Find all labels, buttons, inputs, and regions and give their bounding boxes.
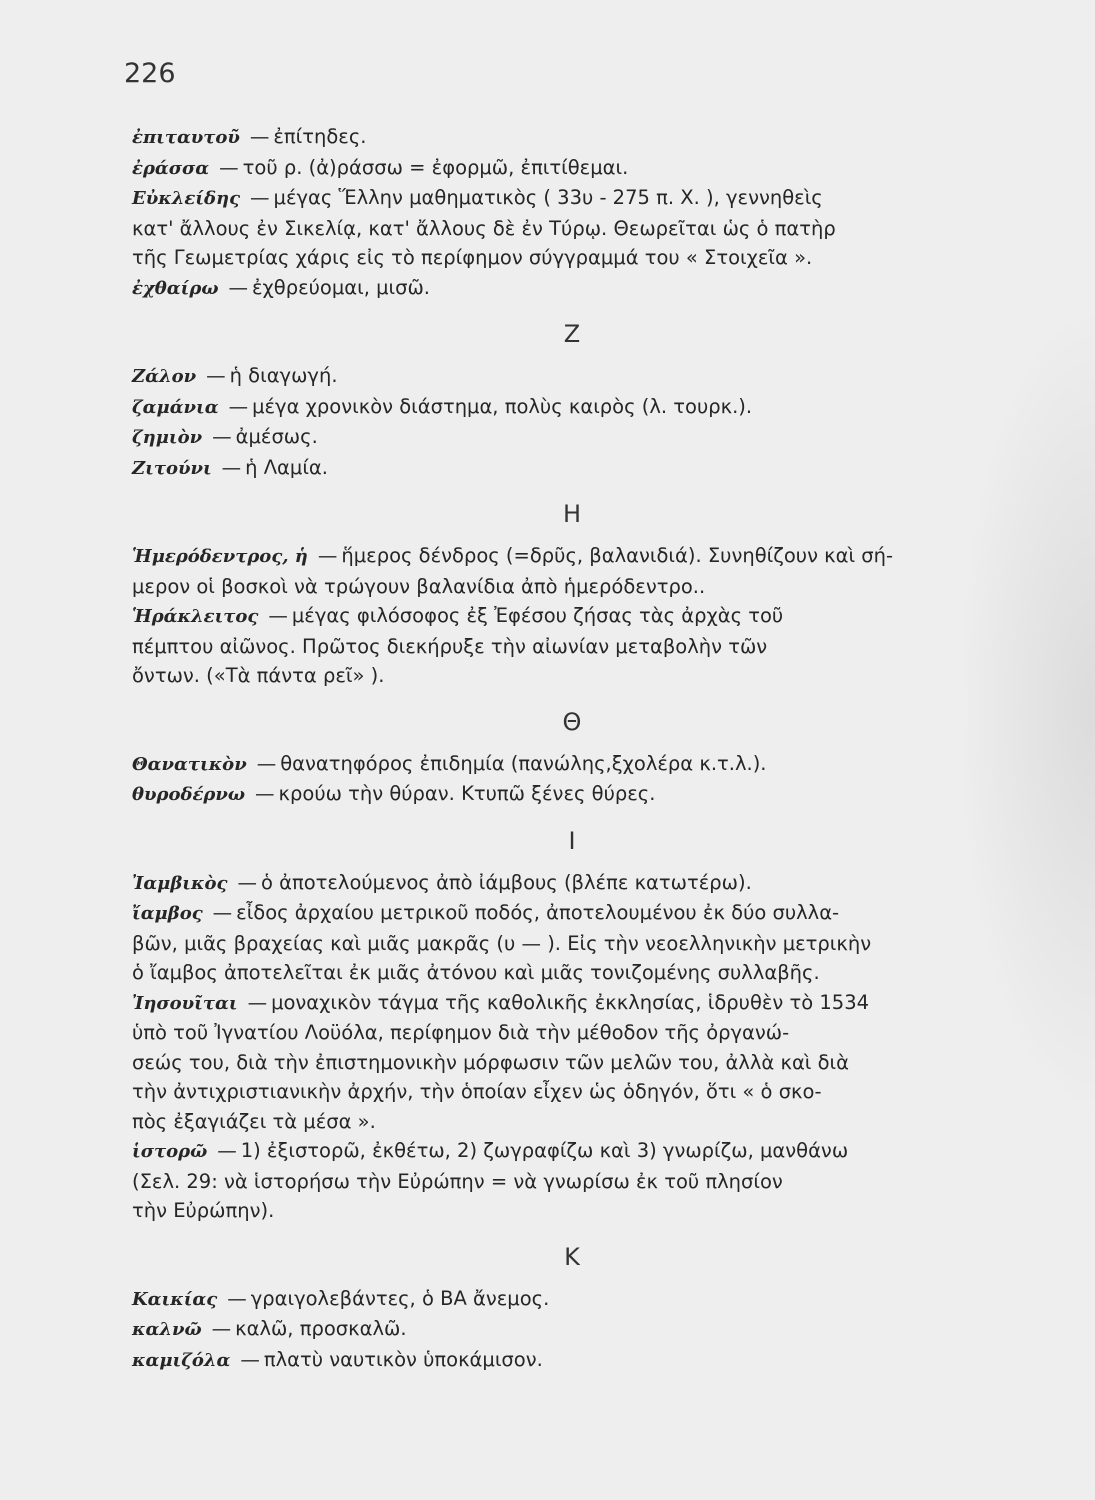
entry-definition: μέγα χρονικὸν διάστημα, πολὺς καιρὸς (λ. τουρκ.). [252,394,753,418]
entry-definition: εἶδος ἀρχαίου μετρικοῦ ποδός, ἀποτελουμένου ἐκ δύο συλλα- [236,901,840,924]
entry-dash: — [249,125,270,148]
glossary-content [132,122,1012,1375]
entry-dash: — [237,870,257,894]
entry-term: ἴαμβος [132,903,203,924]
entry-dash: — [221,455,242,479]
entry-definition: μέγας φιλόσοφος ἐξ Ἐφέσου ζήσας τὰς ἀρχὰς τοῦ [291,604,784,627]
entry-term: ζαμάνια [132,396,219,418]
glossary-entry [132,749,1012,780]
entry-definition: τοῦ ρ. (ἀ)ράσσω = ἐφορμῶ, ἐπιτίθεμαι. [242,155,629,179]
glossary-entry [132,779,1012,810]
entry-definition: ὁ ἀποτελούμενος ἀπὸ ἰάμβους (βλέπε κατωτέρω). [260,870,752,894]
entry-dash: — [268,604,288,627]
entry-definition: θανατηφόρος ἐπιδημία (πανώλης,ξχολέρα κ.τ.λ.). [280,751,767,775]
entry-continuation: ὄντων. («Τὰ πάντα ρεῖ» ). [132,664,385,687]
glossary-entry [132,601,1012,632]
entry-term: Ἡμερόδεντρος, ἡ [132,546,308,567]
glossary-entry [132,868,1012,899]
section-letter: K [564,1242,580,1271]
entry-term: ἱστορῶ [132,1141,208,1162]
entry-term: ἐχθαίρω [132,277,219,299]
entry-definition: γραιγολεβάντες, ὁ ΒΑ ἄνεμος. [250,1286,550,1310]
entry-continuation: σεώς του, διὰ τὴν ἐπιστημονικὴν μόρφωσιν τῶν μελῶν του, ἀλλὰ καὶ διὰ [132,1050,849,1074]
entry-continuation: κατ' ἄλλους ἐν Σικελίᾳ, κατ' ἄλλους δὲ ἐν Τύρῳ. Θεωρεῖται ὡς ὁ πατὴρ [132,216,836,240]
entry-dash: — [228,394,249,418]
glossary-entry [132,1345,1012,1376]
entry-term: Ἡράκλειτος [132,606,259,627]
entry-continuation: τὴν Εὐρώπην). [132,1199,275,1222]
entry-term: Ζιτούνι [132,457,212,479]
entry-dash: — [250,186,270,209]
entry-term: Ἰησουῖται [132,992,238,1014]
glossary-entry [132,898,1012,929]
entry-continuation: πέμπτου αἰῶνος. Πρῶτος διεκήρυξε τὴν αἰωνίαν μεταβολὴν τῶν [132,634,768,658]
entry-dash: — [317,544,338,567]
entry-term: Θανατικὸν [132,753,247,775]
entry-dash: — [219,155,239,179]
entry-continuation: πὸς ἐξαγιάζει τὰ μέσα ». [132,1109,376,1133]
section-letter: H [562,500,582,528]
entry-dash: — [211,1317,232,1340]
section-letter: I [568,826,576,855]
entry-dash: — [240,1347,260,1371]
glossary-entry [132,273,1012,304]
entry-term: Ζάλον [132,366,197,387]
entry-definition: ἡ Λαμία. [245,455,328,479]
glossary-entry [132,392,1012,423]
page-number: 226 [124,58,176,89]
entry-term: Καικίας [132,1288,218,1310]
entry-dash: — [212,901,233,924]
entry-definition: καλῶ, προσκαλῶ. [235,1317,407,1340]
glossary-entry [132,1284,1012,1315]
entry-dash: — [256,751,277,775]
glossary-entry [132,122,1012,153]
entry-continuation: τῆς Γεωμετρίας χάρις εἰς τὸ περίφημον σύγγραμμά του « Στοιχεῖα ». [132,246,813,269]
entry-dash: — [217,1139,237,1162]
glossary-entry [132,1136,1012,1167]
entry-definition: ἐχθρεύομαι, μισῶ. [251,275,430,299]
entry-dash: — [206,364,226,387]
entry-term: Εὐκλείδης [132,188,241,209]
entry-term: καλνῶ [132,1319,202,1340]
entry-dash: — [255,782,275,805]
glossary-entry [132,183,1012,214]
entry-term: ἐπιταυτοῦ [132,127,240,148]
glossary-entry [132,988,1012,1019]
glossary-entry [132,153,1012,184]
entry-definition: μέγας Ἕλλην μαθηματικὸς ( 33υ - 275 π. Χ. ), γεννηθεὶς [273,186,823,209]
glossary-entry [132,541,1012,572]
entry-dash: — [212,425,232,448]
glossary-entry [132,361,1012,392]
entry-term: Ἰαμβικὸς [132,872,228,894]
glossary-entry [132,1314,1012,1345]
entry-definition: μοναχικὸν τάγμα τῆς καθολικῆς ἐκκλησίας, ἱδρυθὲν τὸ 1534 [271,990,870,1014]
glossary-entry [132,453,1012,484]
entry-continuation: τὴν ἀντιχριστιανικὴν ἀρχήν, τὴν ὁποίαν εἶχεν ὡς ὁδηγόν, ὅτι « ὁ σκο- [132,1080,822,1103]
entry-definition: πλατὺ ναυτικὸν ὑποκάμισον. [263,1347,543,1371]
entry-definition: ἀμέσως. [235,425,318,448]
entry-definition: 1) ἐξιστορῶ, ἐκθέτω, 2) ζωγραφίζω καὶ 3) γνωρίζω, μανθάνω [240,1139,849,1162]
glossary-entry [132,422,1012,453]
entry-term: ἐράσσα [132,157,210,179]
entry-definition: ἐπίτηδες. [273,125,367,148]
entry-dash: — [228,275,248,299]
entry-term: θυροδέρνω [132,784,246,805]
entry-definition: ἥμερος δένδρος (=δρῦς, βαλανιδιά). Συνηθίζουν καὶ σή- [341,544,894,567]
entry-continuation: ὁ ἴαμβος ἀποτελεῖται ἐκ μιᾶς ἀτόνου καὶ μιᾶς τονιζομένης συλλαβῆς. [132,961,820,984]
entry-continuation: μερον οἱ βοσκοὶ νὰ τρώγουν βαλανίδια ἀπὸ ἡμερόδεντρο.. [132,574,706,598]
section-letter: Θ [562,707,582,736]
entry-continuation: βῶν, μιᾶς βραχείας καὶ μιᾶς μακρᾶς (υ — ). Εἰς τὴν νεοελληνικὴν μετρικὴν [132,931,872,955]
entry-term: καμιζόλα [132,1349,231,1371]
section-letter: Z [563,320,581,348]
entry-definition: κρούω τὴν θύραν. Κτυπῶ ξένες θύρες. [278,782,656,805]
entry-definition: ἡ διαγωγή. [229,364,338,387]
entry-dash: — [247,990,268,1014]
entry-term: ζημιὸν [132,427,203,448]
entry-continuation: (Σελ. 29: νὰ ἱστορήσω τὴν Εὐρώπην = νὰ γνωρίσω ἐκ τοῦ πλησίον [132,1169,783,1193]
entry-dash: — [227,1286,247,1310]
entry-continuation: ὑπὸ τοῦ Ἰγνατίου Λοϋόλα, περίφημον διὰ τὴν μέθοδον τῆς ὀργανώ- [132,1021,790,1044]
